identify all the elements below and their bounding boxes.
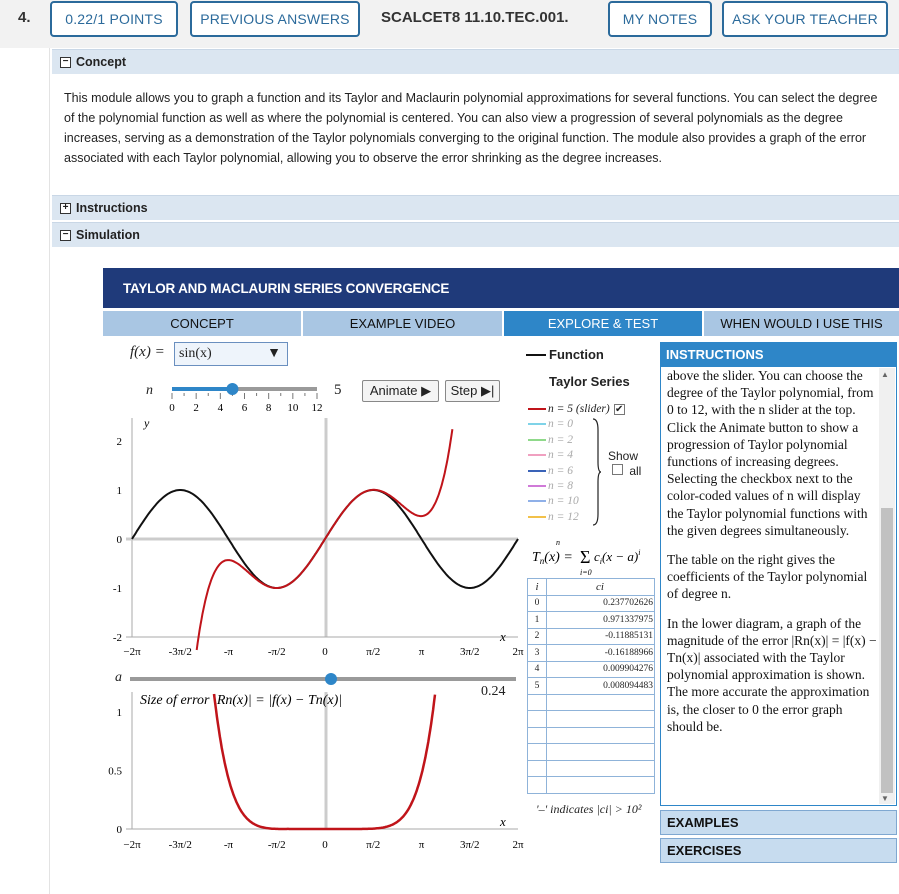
graph-grid (126, 418, 518, 637)
collapse-icon: − (60, 230, 71, 241)
instructions-panel-title: INSTRUCTIONS (660, 342, 897, 366)
index-cell (528, 727, 547, 744)
previous-answers-button[interactable]: PREVIOUS ANSWERS (190, 1, 360, 37)
x-tick-label: 2π (512, 646, 524, 658)
n-slider-label: n (146, 383, 153, 398)
instructions-section-toggle[interactable] (52, 195, 899, 220)
y-tick-label: 0 (116, 534, 122, 546)
points-button[interactable]: 0.22/1 POINTS (50, 1, 178, 37)
legend-row-label: n = 2 (548, 433, 574, 446)
legend-row[interactable] (528, 417, 573, 431)
function-legend-swatch (526, 348, 546, 360)
error-graph[interactable] (108, 688, 528, 860)
error-x-tick-label: -π/2 (267, 839, 286, 851)
scroll-down-icon[interactable]: ▼ (881, 794, 889, 803)
concept-description: This module allows you to graph a function and its Taylor and Maclaurin polynomial approximations for several functions. You can select the degree of the polynomial function as well as where the polynomial is centered. You can also view a progression of several polynomials as the degree increases, serving as a demonstration of the Taylor polynomials converging to the original function. The module also provides a graph of the error associated with each Taylor polynomial, allowing you to observe the error shrinking as the degree increases. (64, 91, 878, 165)
error-graph-title: Size of error |Rn(x)| = |f(x) − Tn(x)| (140, 693, 343, 708)
a-slider[interactable] (128, 672, 518, 686)
function-select-value: sin(x) (179, 346, 212, 361)
index-cell: 1 (528, 612, 547, 629)
table-row (528, 777, 655, 794)
index-cell (528, 744, 547, 761)
instructions-scrollbar[interactable] (879, 368, 895, 804)
my-notes-button[interactable]: MY NOTES (608, 1, 712, 37)
instructions-paragraph-2: The table on the right gives the coefficients of the Taylor polynomial of degree n. (667, 552, 868, 602)
index-cell: 4 (528, 661, 547, 678)
error-x-ticks (123, 839, 524, 851)
index-cell: 3 (528, 645, 547, 662)
legend-row-label: n = 8 (548, 480, 574, 492)
coefficient-cell: 0.237702626 (547, 595, 655, 612)
question-number: 4. (18, 9, 31, 26)
a-value: 0.24 (481, 684, 506, 699)
instructions-paragraph-3: In the lower diagram, a graph of the magnitude of the error |Rn(x)| = |f(x) − Tn(x)| associated with the Taylor polynomial approximation is shown. The more accurate the approximation is, the closer to 0 the error graph should be. (667, 615, 877, 734)
coefficient-cell (547, 711, 655, 728)
error-x-tick-label: 2π (512, 839, 524, 851)
n-slider-ticks (169, 393, 322, 414)
n-value: 5 (334, 382, 342, 398)
table-row (528, 760, 655, 777)
coefficient-cell: -0.11885131 (547, 628, 655, 645)
y-tick-label: -2 (112, 632, 122, 644)
x-tick-label: 3π/2 (459, 646, 480, 658)
simulation-tabs (103, 311, 899, 336)
concept-section-toggle[interactable] (52, 49, 899, 74)
error-x-tick-label: π/2 (366, 839, 381, 851)
table-row (528, 595, 655, 612)
coefficient-cell: -0.16188966 (547, 645, 655, 662)
instructions-paragraph-1: above the slider. You can choose the degree of the Taylor polynomial, from 0 to 12, with the n slider at the top. Click the Animate button to show a progression of Taylor polynomial functions of increasing degrees. Selecting the checkbox next to the color-coded values of n will display the Taylor polynomial functions with the given degrees simultaneously. (667, 368, 874, 538)
coefficient-cell (547, 777, 655, 794)
coefficient-cell: 0.009904276 (547, 661, 655, 678)
coefficient-cell (547, 694, 655, 711)
legend-swatch (528, 454, 546, 456)
show-all-control[interactable] (608, 449, 641, 479)
legend-swatch (528, 516, 546, 518)
table-row (528, 744, 655, 761)
legend-brace (592, 418, 602, 526)
n-tick-label: 0 (169, 402, 175, 414)
coefficient-cell: 0.008094483 (547, 678, 655, 695)
x-axis-label: x (500, 629, 506, 644)
svg-text:ci(x − a)i: $c_i(x - a)^i$ (594, 548, 641, 566)
error-x-tick-label: π (418, 839, 425, 851)
table-row (528, 711, 655, 728)
tab-when-would-i-use-this[interactable]: WHEN WOULD I USE THIS (704, 311, 899, 336)
svg-text:i=0: i=0 (580, 568, 592, 577)
error-x-tick-label: 3π/2 (459, 839, 480, 851)
ask-teacher-button[interactable]: ASK YOUR TEACHER (722, 1, 888, 37)
error-y-tick-label: 0 (116, 824, 122, 836)
legend-row-label: n = 10 (548, 495, 579, 508)
x-tick-label: -π/2 (267, 646, 286, 658)
instructions-panel[interactable] (660, 366, 897, 806)
simulation-section-toggle[interactable] (52, 222, 899, 247)
question-header (0, 0, 899, 48)
x-tick-label: −2π (123, 646, 141, 658)
x-tick-label: π/2 (366, 646, 381, 658)
header-i: i (528, 579, 547, 596)
legend-swatch (528, 485, 546, 487)
legend-row-label: n = 6 (548, 464, 574, 477)
index-cell: 0 (528, 595, 547, 612)
instructions-section-title: Instructions (76, 201, 148, 215)
step-button[interactable]: Step ▶| (445, 380, 500, 402)
scroll-up-icon[interactable]: ▲ (881, 370, 889, 379)
index-cell (528, 711, 547, 728)
taylor-formula (530, 535, 660, 577)
collapse-icon: − (60, 57, 71, 68)
x-tick-label: -π (223, 646, 234, 658)
table-row (528, 612, 655, 629)
legend-row-label: n = 0 (548, 418, 574, 431)
svg-text:n: n (556, 538, 560, 547)
legend-swatch (528, 439, 546, 441)
coefficient-table (527, 578, 655, 794)
legend-row-label: n = 4 (548, 449, 574, 462)
table-row (528, 727, 655, 744)
legend-row[interactable] (528, 479, 573, 493)
question-code: SCALCET8 11.10.TEC.001. (381, 9, 569, 26)
error-x-tick-label: -π (223, 839, 234, 851)
legend-taylor-label: Taylor Series (549, 374, 630, 389)
legend-swatch (528, 500, 546, 502)
x-tick-label: 0 (322, 646, 328, 658)
left-rail (0, 48, 50, 894)
animate-button[interactable]: Animate ▶ (362, 380, 439, 402)
legend-row[interactable] (528, 448, 573, 462)
table-row (528, 645, 655, 662)
dropdown-arrow-icon: ▼ (267, 346, 281, 361)
n-tick-label: 10 (287, 402, 299, 414)
coefficient-cell (547, 760, 655, 777)
concept-section-title: Concept (76, 55, 126, 69)
tab-example-video[interactable]: EXAMPLE VIDEO (303, 311, 502, 336)
error-y-tick-label: 1 (116, 707, 122, 719)
n-tick-label: 2 (193, 402, 199, 414)
legend-row-label: n = 5 (slider) (548, 403, 610, 415)
legend-swatch (528, 470, 546, 472)
legend-row-label: n = 12 (548, 510, 579, 523)
coefficient-cell (547, 727, 655, 744)
show-all-checkbox[interactable] (612, 464, 623, 475)
legend-row[interactable] (528, 494, 579, 508)
indicates-note: '–' indicates |ci| > 10² (536, 802, 642, 816)
y-axis-ticks (113, 436, 123, 644)
svg-text:Σ: Σ (580, 547, 591, 567)
n-tick-label: 12 (311, 402, 323, 414)
show-all-label: Show (608, 449, 639, 463)
y-tick-label: -1 (112, 583, 122, 595)
index-cell: 2 (528, 628, 547, 645)
error-x-tick-label: 0 (322, 839, 328, 851)
x-tick-label: π (418, 646, 425, 658)
legend-swatch (528, 423, 546, 425)
examples-accordion[interactable]: EXAMPLES (660, 810, 897, 835)
table-row (528, 694, 655, 711)
header-c: ci (547, 579, 655, 596)
function-select[interactable] (174, 342, 288, 366)
table-row (528, 678, 655, 695)
n-tick-label: 6 (241, 402, 248, 414)
legend-row[interactable] (528, 464, 573, 478)
y-axis-label: y (144, 416, 150, 430)
error-y-ticks (108, 707, 122, 836)
n-tick-label: 8 (265, 402, 272, 414)
a-slider-label: a (115, 670, 122, 685)
table-row (528, 661, 655, 678)
index-cell: 5 (528, 678, 547, 695)
tab-concept[interactable]: CONCEPT (103, 311, 301, 336)
legend-checkbox[interactable]: ✔ (615, 403, 624, 415)
n-slider-thumb[interactable] (226, 383, 238, 395)
legend-row[interactable] (528, 510, 579, 524)
error-x-tick-label: −2π (123, 839, 141, 851)
error-y-tick-label: 0.5 (108, 765, 122, 778)
error-x-axis-label: x (500, 814, 506, 829)
legend-swatch (528, 408, 546, 410)
legend-row-slider[interactable] (528, 402, 625, 416)
expand-icon: + (60, 203, 71, 214)
legend-row[interactable] (528, 433, 573, 447)
coefficient-cell: 0.971337975 (547, 612, 655, 629)
simulation-title: TAYLOR AND MACLAURIN SERIES CONVERGENCE (103, 268, 899, 308)
y-tick-label: 1 (116, 485, 122, 497)
n-tick-label: 4 (217, 402, 224, 414)
coefficient-table-header (528, 579, 655, 596)
y-tick-label: 2 (116, 436, 122, 448)
x-tick-label: -3π/2 (168, 646, 192, 658)
a-slider-thumb[interactable] (325, 673, 337, 685)
coefficient-cell (547, 744, 655, 761)
index-cell (528, 760, 547, 777)
index-cell (528, 777, 547, 794)
error-x-tick-label: -3π/2 (168, 839, 192, 851)
table-row (528, 628, 655, 645)
simulation-section-title: Simulation (76, 228, 140, 242)
svg-text:Tn(x) =: $T_n(x)$ = (532, 550, 573, 566)
legend-function-label: Function (549, 347, 604, 362)
show-all-label-2: all (629, 464, 642, 478)
x-axis-ticks (123, 646, 524, 658)
n-slider[interactable] (160, 380, 330, 416)
tab-explore-test[interactable]: EXPLORE & TEST (504, 311, 702, 336)
function-label: f(x) = (130, 344, 165, 360)
scroll-thumb[interactable] (881, 508, 893, 793)
index-cell (528, 694, 547, 711)
exercises-accordion[interactable]: EXERCISES (660, 838, 897, 863)
function-graph[interactable] (108, 415, 528, 670)
